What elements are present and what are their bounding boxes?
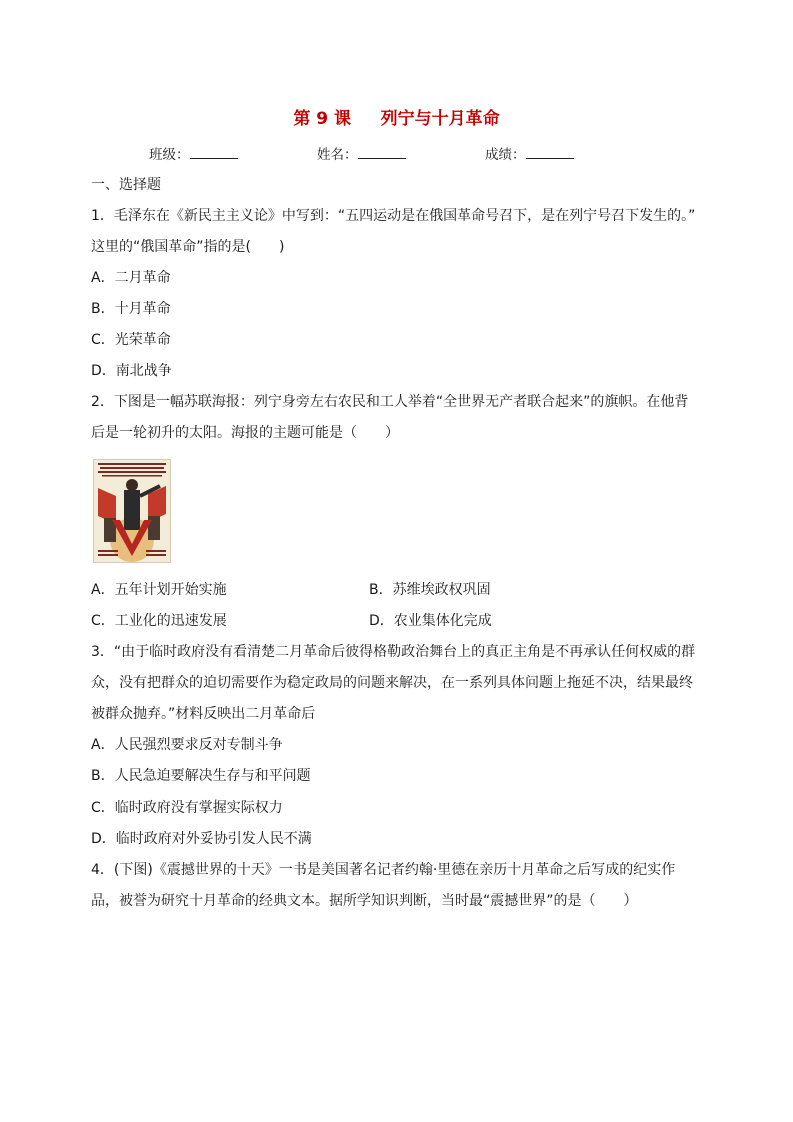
q1-option-d[interactable]: D．南北战争 <box>91 363 172 379</box>
section-heading: 一、选择题 <box>91 177 161 193</box>
q3-option-d[interactable]: D．临时政府对外妥协引发人民不满 <box>91 831 312 847</box>
q3-option-a[interactable]: A．人民强烈要求反对专制斗争 <box>91 737 283 753</box>
q4-stem-line1: 4．(下图)《震撼世界的十天》一书是美国著名记者约翰·里德在亲历十月革命之后写成的纪实作 <box>91 862 676 878</box>
soviet-poster-image <box>93 459 171 563</box>
score-field <box>485 143 574 163</box>
score-label: 成绩： <box>485 147 526 163</box>
q3-stem-line3: 被群众抛弃。”材料反映出二月革命后 <box>91 706 316 722</box>
q2-option-c[interactable]: C．工业化的迅速发展 <box>91 613 227 629</box>
name-blank[interactable] <box>358 144 406 159</box>
q2-option-b[interactable]: B．苏维埃政权巩固 <box>369 582 491 598</box>
q2-stem-line1: 2．下图是一幅苏联海报：列宁身旁左右农民和工人举着“全世界无产者联合起来”的旗帜。在他背 <box>91 394 689 410</box>
q1-option-c[interactable]: C．光荣革命 <box>91 332 171 348</box>
q4-stem-line2: 品，被誉为研究十月革命的经典文本。据所学知识判断，当时最“震撼世界”的是（ ） <box>91 893 638 909</box>
q2-option-a[interactable]: A．五年计划开始实施 <box>91 582 227 598</box>
name-field <box>317 143 406 163</box>
q2-stem-line2: 后是一轮初升的太阳。海报的主题可能是（ ） <box>91 425 399 441</box>
poster-illustration <box>94 460 170 562</box>
q3-option-c[interactable]: C．临时政府没有掌握实际权力 <box>91 800 283 816</box>
q3-stem-line1: 3．“由于临时政府没有看清楚二月革命后彼得格勒政治舞台上的真正主角是不再承认任何权威的群 <box>91 644 696 660</box>
q1-option-a[interactable]: A．二月革命 <box>91 270 171 286</box>
score-blank[interactable] <box>526 144 574 159</box>
page-title: 第 9 课 列宁与十月革命 <box>293 109 500 129</box>
class-blank[interactable] <box>190 144 238 159</box>
class-field <box>149 143 238 163</box>
name-label: 姓名： <box>317 147 358 163</box>
class-label: 班级： <box>149 147 190 163</box>
q3-option-b[interactable]: B．人民急迫要解决生存与和平问题 <box>91 768 311 784</box>
q2-option-d[interactable]: D．农业集体化完成 <box>369 613 492 629</box>
q1-stem-line1: 1．毛泽东在《新民主主义论》中写到：“五四运动是在俄国革命号召下，是在列宁号召下发生的。” <box>91 208 696 224</box>
q1-option-b[interactable]: B．十月革命 <box>91 301 171 317</box>
q3-stem-line2: 众，没有把群众的迫切需要作为稳定政局的问题来解决，在一系列具体问题上拖延不决，结果最终 <box>91 675 693 691</box>
q1-stem-line2: 这里的“俄国革命”指的是( ) <box>91 239 285 255</box>
